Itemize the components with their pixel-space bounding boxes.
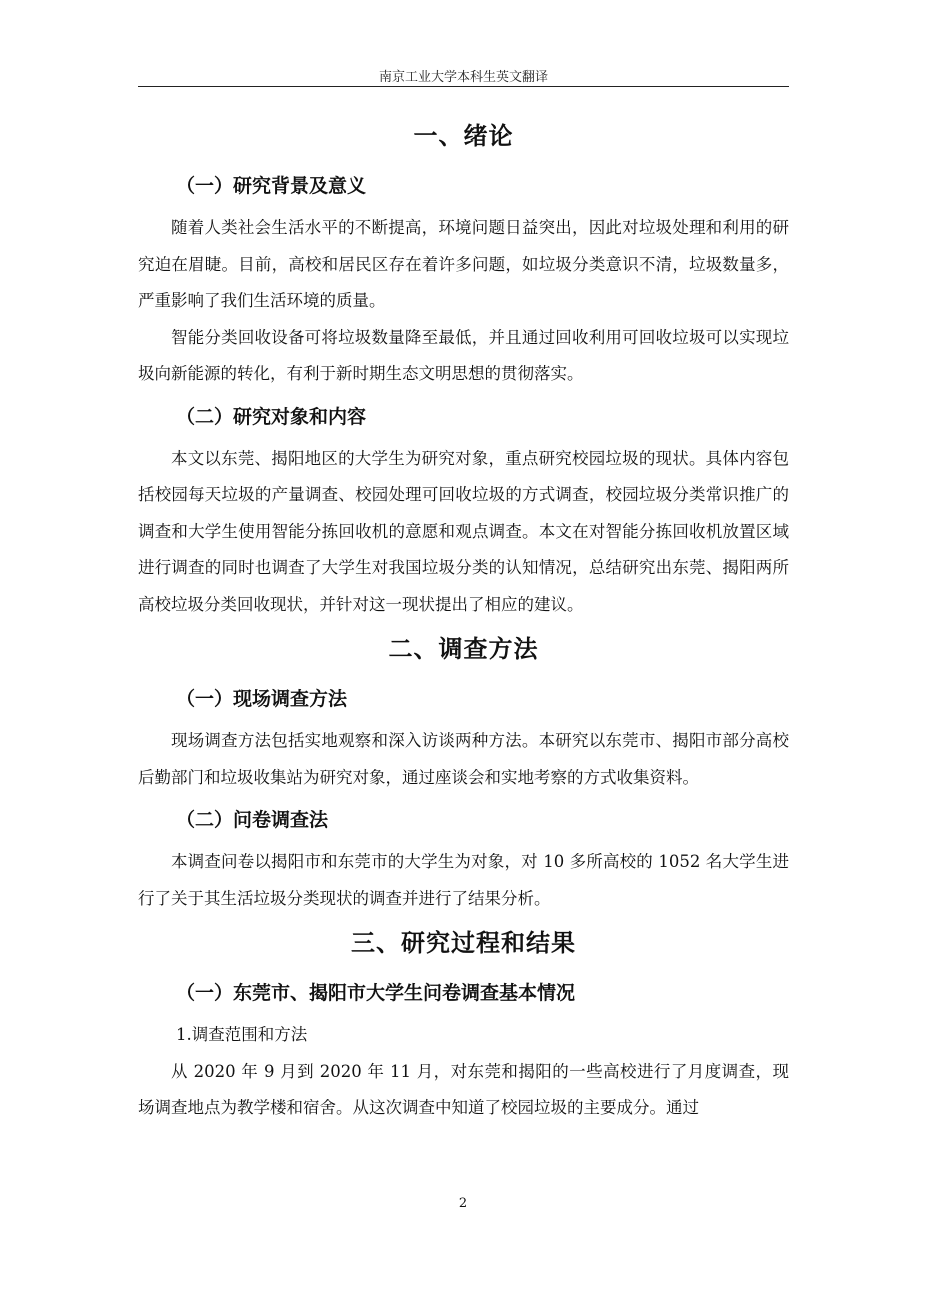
subsection-title-2-1: （一）现场调查方法 [176, 688, 348, 710]
paragraph-1-2-1: 本文以东莞、揭阳地区的大学生为研究对象，重点研究校园垃圾的现状。具体内容包括校园每天垃圾的产量调查、校园处理可回收垃圾的方式调查，校园垃圾分类常识推广的调查和大学生使用智能分拣回收机的意愿和观点调查。本文在对智能分拣回收机放置区域进行调查的同时也调查了大学生对我国垃圾分类的认知情况，总结研究出东莞、揭阳两所高校垃圾分类回收现状，并针对这一现状提出了相应的建议。 [138, 448, 789, 614]
page-number: 2 [458, 1196, 468, 1211]
paragraph-1-1-2: 智能分类回收设备可将垃圾数量降至最低，并且通过回收利用可回收垃圾可以实现垃圾向新能源的转化，有利于新时期生态文明思想的贯彻落实。 [138, 327, 789, 383]
running-header: 南京工业大学本科生英文翻译 [378, 70, 548, 85]
header-divider [138, 86, 789, 87]
section-title-1: 一、绪论 [413, 122, 514, 150]
paragraph-1-1-1: 随着人类社会生活水平的不断提高，环境问题日益突出，因此对垃圾处理和利用的研究迫在眉睫。目前，高校和居民区存在着许多问题，如垃圾分类意识不清，垃圾数量多，严重影响了我们生活环境的质量。 [138, 218, 789, 310]
subsection-title-1-2: （二）研究对象和内容 [176, 405, 367, 428]
paragraph-3-1-1: 从 2020 年 9 月到 2020 年 11 月，对东莞和揭阳的一些高校进行了月度调查，现场调查地点为教学楼和宿舍。从这次调查中知道了校园垃圾的主要成分。通过 [138, 1061, 789, 1117]
subsection-title-1-1: （一）研究背景及意义 [176, 175, 367, 197]
subsection-title-2-2: （二）问卷调查法 [176, 809, 329, 831]
paragraph-2-1-1: 现场调查方法包括实地观察和深入访谈两种方法。本研究以东莞市、揭阳市部分高校后勤部门和垃圾收集站为研究对象，通过座谈会和实地考察的方式收集资料。 [138, 731, 789, 787]
paragraph-2-2-1: 本调查问卷以揭阳市和东莞市的大学生为对象，对 10 多所高校的 1052 名大学生进行了关于其生活垃圾分类现状的调查并进行了结果分析。 [138, 852, 789, 908]
section-title-2: 二、调查方法 [388, 635, 539, 663]
list-item-3-1-1: 1.调查范围和方法 [176, 1025, 308, 1044]
subsection-title-3-1: （一）东莞市、揭阳市大学生问卷调查基本情况 [176, 982, 576, 1004]
page-body [138, 110, 789, 1127]
section-title-3: 三、研究过程和结果 [351, 929, 576, 957]
